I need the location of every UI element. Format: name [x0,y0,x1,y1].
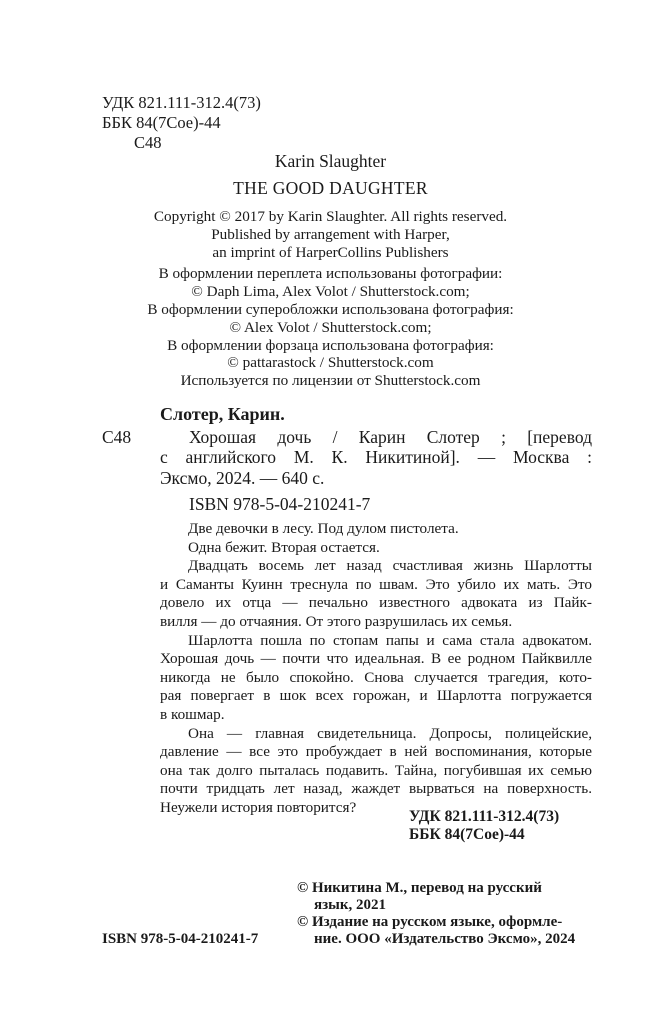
author-code-top: С48 [134,133,162,152]
bbk-top: ББК 84(7Сое)-44 [102,113,221,132]
annotation-line: Шарлотта пошла по стопам папы и сама стала адвокатом. [188,631,592,649]
annotation-line: Она — главная свидетельница. Допросы, полицейские, [188,724,592,742]
catalog-code: С48 [102,427,132,447]
bbk-bottom: ББК 84(7Сое)-44 [409,826,525,843]
annotation-line: Две девочки в лесу. Под дулом пистолета. [188,520,459,537]
photo-credit: В оформлении переплета использованы фотографии: [158,265,503,282]
catalog-entry-line: Эксмо, 2024. — 640 с. [160,468,325,488]
annotation-line: Одна бежит. Вторая остается. [188,538,380,556]
udk-top: УДК 821.111-312.4(73) [102,93,261,112]
annotation [160,520,592,818]
catalog-entry-line: Хорошая дочь / Карин Слотер ; [перевод [189,427,592,447]
photo-credit: В оформлении форзаца использована фотография: [167,337,494,354]
annotation-line: давление — все это пробуждает в ней воспоминания, которые [160,743,592,761]
annotation-line: Неужели история повторится? [160,798,357,816]
annotation-line: она так долго пыталась подавить. Тайна, погубившая их семью [160,761,592,779]
copyright-ru-line: © Никитина М., перевод на русский [297,880,542,896]
photo-credit: © pattarastock / Shutterstock.com [227,354,434,371]
annotation-line: никогда не было спокойно. Снова случается трагедия, кото- [160,668,592,686]
annotation-line: Двадцать восемь лет назад счастливая жизнь Шарлотты [188,557,592,575]
copyright-ru-line: язык, 2021 [314,897,386,913]
catalog-author: Слотер, Карин. [160,404,285,424]
annotation-line: вилля — до отчаяния. От этого разрушилась их семья. [160,612,513,630]
annotation-line: в кошмар. [160,705,225,723]
photo-credit: Используется по лицензии от Shutterstock.com [180,372,481,389]
udk-bottom: УДК 821.111-312.4(73) [409,808,560,825]
copyright-line: Copyright © 2017 by Karin Slaughter. All rights reserved. [153,208,508,225]
annotation-line: довело их отца — печально известного адвоката из Пайк- [160,594,592,612]
copyright-ru-line: ние. ООО «Издательство Эксмо», 2024 [314,931,576,947]
copyright-ru-line: © Издание на русском языке, оформле- [297,914,563,930]
photo-credit: © Daph Lima, Alex Volot / Shutterstock.com; [191,283,470,300]
catalog-isbn: ISBN 978-5-04-210241-7 [189,494,371,514]
annotation-line: рая повергает в шок всех горожан, и Шарлотта погружается [160,687,592,705]
title-en: THE GOOD DAUGHTER [233,178,428,198]
annotation-line: и Саманты Куинн треснула по швам. Это убило их мать. Это [160,575,592,593]
copyright-line: an imprint of HarperCollins Publishers [212,244,449,261]
photo-credit: © Alex Volot / Shutterstock.com; [229,319,432,336]
copyright-line: Published by arrangement with Harper, [211,226,450,243]
isbn-bottom: ISBN 978-5-04-210241-7 [102,931,259,947]
annotation-line: почти тридцать лет назад, жаждет вырваться на поверхность. [160,780,592,798]
author-en: Karin Slaughter [274,151,387,171]
catalog-entry-line: с английского М. К. Никитиной]. — Москва : [160,447,592,467]
annotation-line: Хорошая дочь — почти что идеальная. В ее родном Пайквилле [160,650,592,668]
photo-credit: В оформлении суперобложки использована фотография: [147,301,514,318]
